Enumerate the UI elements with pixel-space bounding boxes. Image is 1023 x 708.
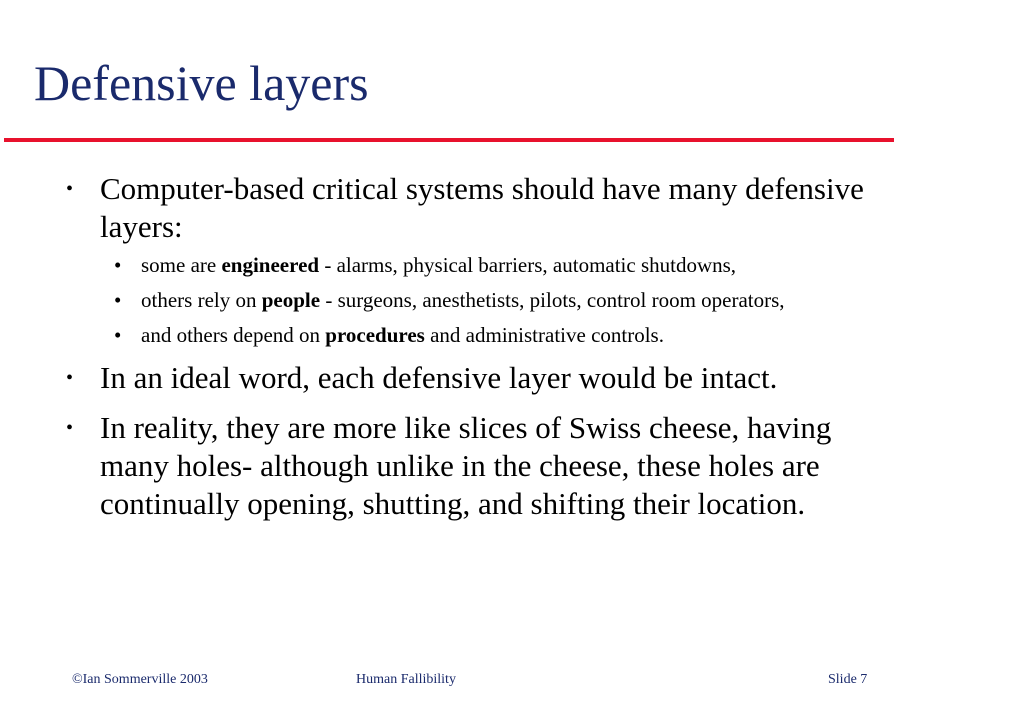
bullet-item [0, 170, 900, 246]
sub-bullet-item [0, 322, 881, 349]
sub-bullet-text-before: others rely on [141, 288, 262, 312]
sub-bullet-marker: • [114, 323, 122, 347]
slide-title: Defensive layers [34, 55, 369, 111]
sub-bullet-text-after: and administrative controls. [424, 323, 664, 347]
bullet-text: In reality, they are more like slices of Swiss cheese, having many holes- although unlike in the cheese, these holes are continually opening, shutting, and shifting their location. [100, 410, 832, 521]
footer-slide-number: Slide 7 [828, 672, 868, 687]
bullet-item [0, 409, 900, 523]
bullet-marker: • [66, 417, 74, 439]
sub-bullet-item [0, 252, 881, 279]
bullet-text: Computer-based critical systems should have many defensive layers: [100, 171, 864, 244]
bullet-text: In an ideal word, each defensive layer would be intact. [100, 360, 778, 395]
bullet-marker: • [66, 178, 74, 200]
slide-content [0, 170, 1023, 523]
sub-bullet-emphasis: engineered [221, 253, 320, 277]
bullet-marker: • [66, 367, 74, 389]
sub-bullet-item [0, 287, 881, 314]
bullet-item [0, 359, 900, 397]
footer-copyright: ©Ian Sommerville 2003 [72, 672, 208, 687]
footer-topic: Human Fallibility [356, 672, 456, 687]
sub-bullet-text-after: - alarms, physical barriers, automatic shutdowns, [319, 253, 737, 277]
sub-bullet-text-before: and others depend on [141, 323, 326, 347]
sub-bullet-text-before: some are [141, 253, 222, 277]
sub-bullet-emphasis: people [261, 288, 321, 312]
sub-bullet-text-after: - surgeons, anesthetists, pilots, control room operators, [320, 288, 785, 312]
sub-bullet-marker: • [114, 288, 122, 312]
sub-bullet-marker: • [114, 253, 122, 277]
sub-bullet-emphasis: procedures [325, 323, 425, 347]
title-divider [4, 138, 894, 142]
